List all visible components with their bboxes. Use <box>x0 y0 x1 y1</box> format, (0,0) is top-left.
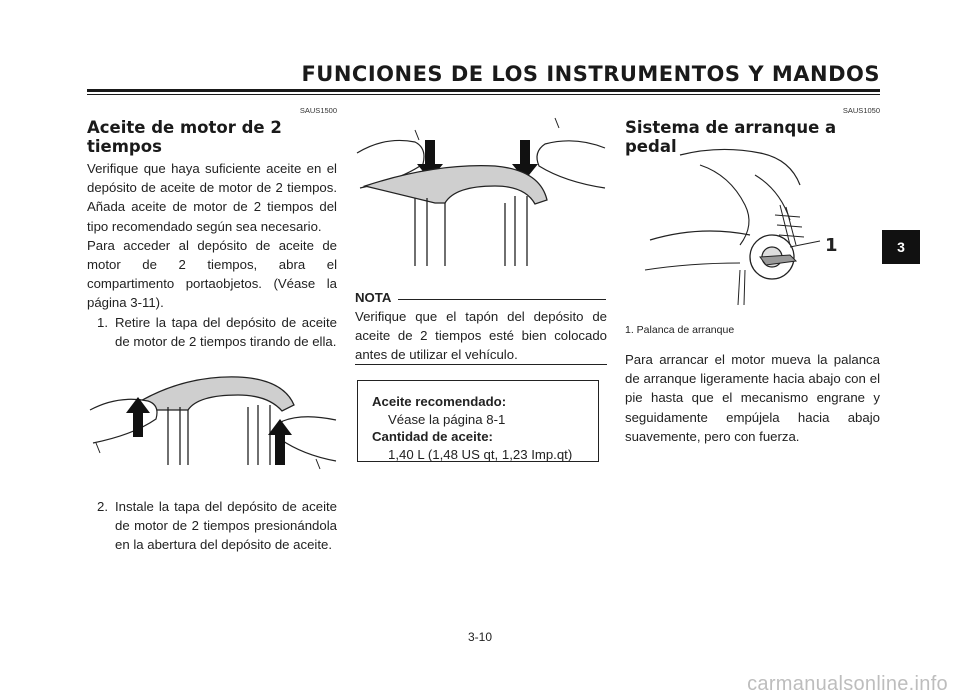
paragraph: Para arrancar el motor mueva la palanca de arranque ligeramente hacia abajo con el pie hasta que el mecanismo engrane y seguidamente empújela hacia abajo suavemente, pero con fuerza. <box>625 352 880 444</box>
spec-value: 1,40 L (1,48 US qt, 1,23 Imp.qt) <box>388 446 573 462</box>
step-number: 2. <box>97 499 108 514</box>
step-item <box>87 313 337 351</box>
note-label: NOTA <box>355 290 392 305</box>
step-item <box>87 497 337 555</box>
cap-install-illustration <box>355 108 607 273</box>
note-rule-bottom <box>355 364 607 365</box>
page-number: 3-10 <box>467 630 493 644</box>
column-oil-step2 <box>87 497 337 555</box>
section-code: SAUS1050 <box>842 106 880 115</box>
column-oil <box>87 100 337 351</box>
page-header-title: FUNCIONES DE LOS INSTRUMENTOS Y MANDOS <box>301 62 880 86</box>
watermark: carmanualsonline.info <box>747 673 948 695</box>
chapter-tab: 3 <box>882 230 920 264</box>
spec-label: Aceite recomendado: <box>372 394 507 409</box>
section-code: SAUS1500 <box>299 106 337 115</box>
note-text: Verifique que el tapón del depósito de aceite de 2 tiempos esté bien colocado antes de utilizar el vehículo. <box>355 309 607 363</box>
oil-spec-box <box>357 380 599 462</box>
paragraph: Verifique que haya suficiente aceite en el depósito de aceite de motor de 2 tiempos. Añada aceite de motor de 2 tiempos del tipo recomendado según sea necesario. <box>87 161 337 234</box>
section-heading: Sistema de arranque a pedal <box>625 118 837 156</box>
figure-caption: 1. Palanca de arranque <box>625 324 735 336</box>
cap-removal-illustration <box>88 365 338 475</box>
paragraph: Para acceder al depósito de aceite de motor de 2 tiempos, abra el compartimento portaobjetos. (Véase la página 3-11). <box>87 237 337 311</box>
spec-value: Véase la página 8-1 <box>388 411 506 427</box>
step-number: 1. <box>97 314 108 330</box>
step-text: Retire la tapa del depósito de aceite de motor de 2 tiempos tirando de ella. <box>115 314 337 349</box>
callout-number: 1 <box>825 235 838 256</box>
section-heading: Aceite de motor de 2 tiempos <box>87 118 282 156</box>
note-rule-top <box>398 299 606 300</box>
header-rule-thin <box>87 94 880 95</box>
spec-label: Cantidad de aceite: <box>372 429 493 444</box>
header-rule <box>87 89 880 92</box>
step-text: Instale la tapa del depósito de aceite de motor de 2 tiempos presionándola en la abertura del depósito de aceite. <box>115 499 337 553</box>
kickstart-lever-illustration <box>640 145 830 305</box>
